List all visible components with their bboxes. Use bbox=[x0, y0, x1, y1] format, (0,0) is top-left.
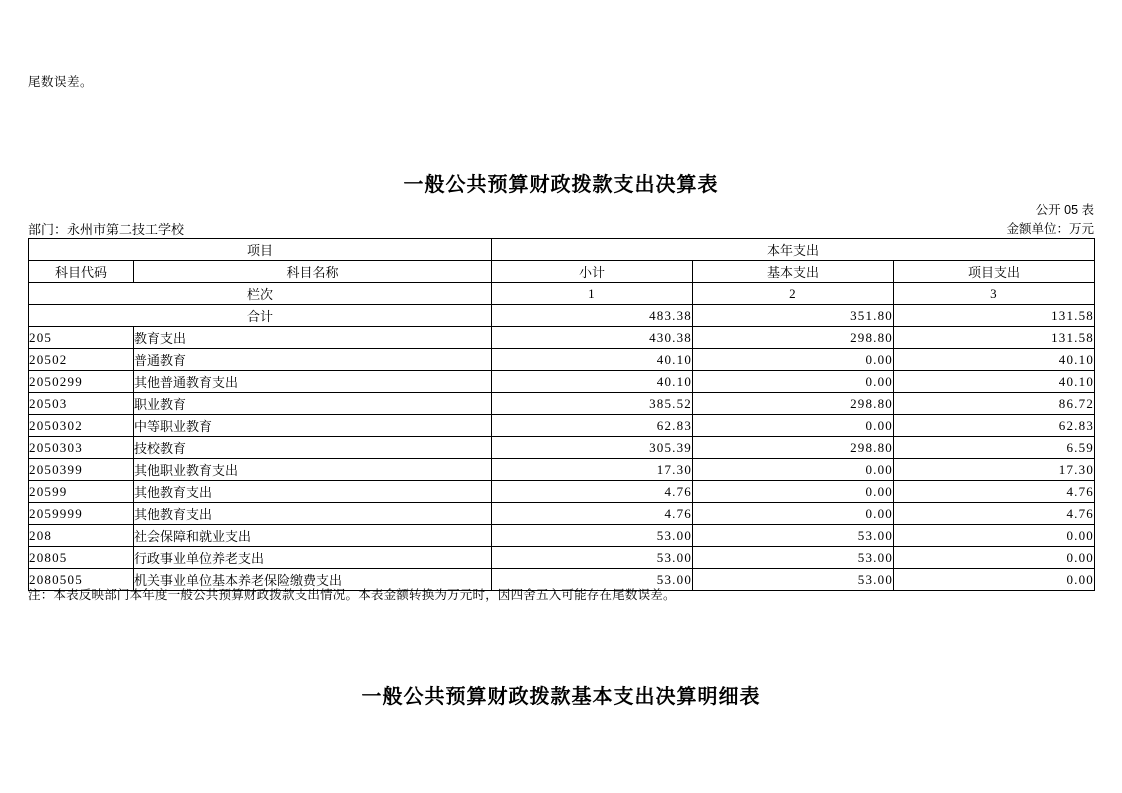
row-project-exp: 86.72 bbox=[894, 393, 1095, 415]
row-project-exp: 131.58 bbox=[894, 327, 1095, 349]
row-name: 其他教育支出 bbox=[134, 481, 492, 503]
row-code: 2080505 bbox=[29, 569, 134, 591]
row-name: 技校教育 bbox=[134, 437, 492, 459]
column-index-2: 2 bbox=[693, 283, 894, 305]
row-basic: 298.80 bbox=[693, 437, 894, 459]
row-basic: 53.00 bbox=[693, 525, 894, 547]
total-basic: 351.80 bbox=[693, 305, 894, 327]
row-subtotal: 62.83 bbox=[492, 415, 693, 437]
group-header-current-year: 本年支出 bbox=[492, 239, 1095, 261]
form-number: 公开 05 表 bbox=[1035, 203, 1094, 217]
total-project-exp: 131.58 bbox=[894, 305, 1095, 327]
row-subtotal: 430.38 bbox=[492, 327, 693, 349]
row-subtotal: 53.00 bbox=[492, 547, 693, 569]
column-header-project-exp: 项目支出 bbox=[894, 261, 1095, 283]
row-subtotal: 17.30 bbox=[492, 459, 693, 481]
row-name: 社会保障和就业支出 bbox=[134, 525, 492, 547]
table-row bbox=[29, 327, 1095, 349]
table-total-row bbox=[29, 305, 1095, 327]
table-row bbox=[29, 349, 1095, 371]
row-project-exp: 40.10 bbox=[894, 371, 1095, 393]
row-subtotal: 53.00 bbox=[492, 569, 693, 591]
row-project-exp: 0.00 bbox=[894, 525, 1095, 547]
top-note: 尾数误差。 bbox=[28, 75, 94, 89]
column-index-label: 栏次 bbox=[29, 283, 492, 305]
row-basic: 53.00 bbox=[693, 569, 894, 591]
table-row bbox=[29, 525, 1095, 547]
amount-unit-line: 金额单位：万元 bbox=[1006, 222, 1094, 236]
footer-note: 注：本表反映部门本年度一般公共预算财政拨款支出情况。本表金额转换为万元时，因四舍五入可能存在尾数误差。 bbox=[28, 588, 676, 602]
row-name: 中等职业教育 bbox=[134, 415, 492, 437]
row-name: 教育支出 bbox=[134, 327, 492, 349]
row-code: 20599 bbox=[29, 481, 134, 503]
table-row bbox=[29, 415, 1095, 437]
row-subtotal: 385.52 bbox=[492, 393, 693, 415]
row-name: 其他普通教育支出 bbox=[134, 371, 492, 393]
row-project-exp: 0.00 bbox=[894, 547, 1095, 569]
column-index-1: 1 bbox=[492, 283, 693, 305]
column-header-basic: 基本支出 bbox=[693, 261, 894, 283]
group-header-project: 项目 bbox=[29, 239, 492, 261]
table-row bbox=[29, 547, 1095, 569]
row-basic: 0.00 bbox=[693, 349, 894, 371]
column-header-code: 科目代码 bbox=[29, 261, 134, 283]
row-project-exp: 4.76 bbox=[894, 481, 1095, 503]
row-code: 20805 bbox=[29, 547, 134, 569]
row-project-exp: 40.10 bbox=[894, 349, 1095, 371]
row-basic: 0.00 bbox=[693, 371, 894, 393]
row-project-exp: 4.76 bbox=[894, 503, 1095, 525]
column-header-name: 科目名称 bbox=[134, 261, 492, 283]
row-code: 2050399 bbox=[29, 459, 134, 481]
row-code: 20503 bbox=[29, 393, 134, 415]
table-row bbox=[29, 459, 1095, 481]
row-basic: 298.80 bbox=[693, 393, 894, 415]
department-line: 部门：永州市第二技工学校 bbox=[28, 222, 185, 237]
row-project-exp: 17.30 bbox=[894, 459, 1095, 481]
row-name: 其他职业教育支出 bbox=[134, 459, 492, 481]
row-basic: 0.00 bbox=[693, 481, 894, 503]
row-project-exp: 62.83 bbox=[894, 415, 1095, 437]
column-index-3: 3 bbox=[894, 283, 1095, 305]
row-project-exp: 0.00 bbox=[894, 569, 1095, 591]
row-basic: 298.80 bbox=[693, 327, 894, 349]
row-code: 205 bbox=[29, 327, 134, 349]
table-row bbox=[29, 437, 1095, 459]
row-code: 2050299 bbox=[29, 371, 134, 393]
row-name: 行政事业单位养老支出 bbox=[134, 547, 492, 569]
budget-expenditure-table bbox=[28, 238, 1095, 591]
column-header-subtotal: 小计 bbox=[492, 261, 693, 283]
row-name: 其他教育支出 bbox=[134, 503, 492, 525]
total-label: 合计 bbox=[29, 305, 492, 327]
table-column-index-row bbox=[29, 283, 1095, 305]
table-column-header-row bbox=[29, 261, 1095, 283]
row-code: 20502 bbox=[29, 349, 134, 371]
row-project-exp: 6.59 bbox=[894, 437, 1095, 459]
row-code: 2059999 bbox=[29, 503, 134, 525]
row-basic: 0.00 bbox=[693, 459, 894, 481]
row-name: 普通教育 bbox=[134, 349, 492, 371]
row-subtotal: 4.76 bbox=[492, 503, 693, 525]
row-code: 2050303 bbox=[29, 437, 134, 459]
row-code: 2050302 bbox=[29, 415, 134, 437]
next-section-title: 一般公共预算财政拨款基本支出决算明细表 bbox=[361, 686, 761, 708]
row-subtotal: 53.00 bbox=[492, 525, 693, 547]
table-row bbox=[29, 503, 1095, 525]
table-group-header-row bbox=[29, 239, 1095, 261]
table-row bbox=[29, 393, 1095, 415]
row-subtotal: 305.39 bbox=[492, 437, 693, 459]
row-basic: 0.00 bbox=[693, 503, 894, 525]
row-name: 职业教育 bbox=[134, 393, 492, 415]
row-subtotal: 40.10 bbox=[492, 371, 693, 393]
row-subtotal: 40.10 bbox=[492, 349, 693, 371]
table-row bbox=[29, 481, 1095, 503]
table-row bbox=[29, 371, 1095, 393]
row-subtotal: 4.76 bbox=[492, 481, 693, 503]
row-basic: 53.00 bbox=[693, 547, 894, 569]
page-title: 一般公共预算财政拨款支出决算表 bbox=[403, 174, 719, 196]
row-basic: 0.00 bbox=[693, 415, 894, 437]
total-subtotal: 483.38 bbox=[492, 305, 693, 327]
row-code: 208 bbox=[29, 525, 134, 547]
row-name: 机关事业单位基本养老保险缴费支出 bbox=[134, 569, 492, 591]
